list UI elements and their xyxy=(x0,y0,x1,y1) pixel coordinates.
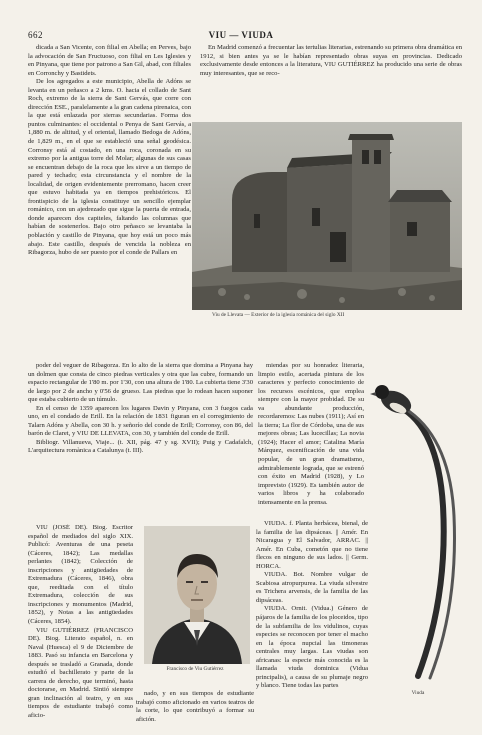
paragraph: Bibliogr. Villanueva, Viaje... (t. XII, pág. 47 y sg. XVII); Puig y Cadafalch, L'arquitectura romànica a Catalunya (t. III). xyxy=(28,438,253,455)
page-number: 662 xyxy=(28,30,43,40)
paragraph: miendas por su honradez literaria, limpio estilo, acertada pintura de los caracteres y perfecto conocimiento de los recursos escénicos, que emplea siempre con la mayor probidad. De su va abundante producción, recordaremos: Las nubes (1911); Así en la tierra; La flor de Córdoba, una de sus mejores obras; Las lucecillas; La novia (1924); Hacer el amor; Catalina María Márquez, escenificación de una vida popular, de un gran dramatismo, admirablemente lograda, que se estrenó con éxito en Madrid (1928), y Lo imprevisto (1929). Es también autor de varios libros y ha colaborado intensamente en la prensa. xyxy=(258,362,364,506)
paragraph: VIU (JOSÉ DE). Biog. Escritor español de mediados del siglo XIX. Publicó: Aventuras de una peseta (Cáceres, 1842); Las medallas perlantes (1842); Colección de inscripciones y antigüedades de Extremadura (Cáceres, 1846), obra que, reeditada con el título Extremadura, colección de sus inscripciones y monumentos (Madrid, 1852), y Notas a las antigüedades (Cáceres, 1854). xyxy=(28,524,133,626)
bird-caption: Viuda xyxy=(411,690,425,696)
paragraph: En Madrid comenzó a frecuentar las tertulias literarias, estrenando su primera obra dramática en 1912, si bien antes ya se le habían representado obras suyas en provincias. Dedicado exclusivamente desde entonces a la literatura, VIU GUTIÉRREZ ha producido una serie de obras muy interesantes, que se reco- xyxy=(200,44,462,77)
church-photo xyxy=(192,122,462,310)
column-1 xyxy=(28,44,191,362)
page-header xyxy=(28,30,454,44)
paragraph: nado, y en sus tiempos de estudiante trabajó como aficionado en varios teatros de la corte, lo que contribuyó a formar su afición. xyxy=(136,690,254,723)
paragraph: VIUDA. Bot. Nombre vulgar de Scabiosa atropurpurea. La viuda silvestre es Trichera arvensis, de la familia de las dipsáceas. xyxy=(256,571,368,604)
column-2 xyxy=(200,44,462,121)
column-3 xyxy=(28,362,253,524)
portrait-illustration xyxy=(144,526,250,664)
paragraph: poder del veguer de Ribagorza. En lo alto de la sierra que domina a Pinyana hay un dolmen que consta de cinco piedras verticales y otra que las cubre, formando un espacio rectangular de 1'80 m. por 1'30, con una altura de 1'80. La cubierta tiene 3'30 de largo por 2 de ancho y 0'56 de grueso. Las piedras que lo rodean hacen suponer que estaba cubierto de un túmulo. xyxy=(28,362,253,404)
column-5 xyxy=(28,524,133,728)
running-title: VIU — VIUDA xyxy=(208,30,274,40)
portrait-caption: Francisco de Viu Gutiérrez xyxy=(166,666,224,672)
bird-illustration xyxy=(368,366,468,686)
paragraph: VIU GUTIÉRREZ (FRANCISCO DE). Biog. Literato español, n. en Naval (Huesca) el 9 de Diciembre de 1883. Pasó su infancia en Barcelona y después se trasladó a Granada, donde estudió el bachillerato y parte de la carrera de derecho, que terminó, hasta doctorarse, en Madrid. Sintió siempre gran inclinación al teatro, y en sus tiempos de estudiante trabajó como aficio- xyxy=(28,626,133,720)
church-photo-caption: Viu de Llevata — Exterior de la iglesia románica del siglo XII xyxy=(212,312,345,318)
paragraph: dicada a San Vicente, con filial en Abella; en Perves, bajo la advocación de San Fructuoso, con filial en Les Iglesies y en Pinyana, que tiene por patrono a San Gil, abad, con filiales en Corronchy y Bastidets. xyxy=(28,44,191,77)
column-7 xyxy=(136,690,254,728)
paragraph: De los agregados a este municipio, Abella de Adóns se levanta en un peñasco a 2 kms. O. hacia el collado de Sant Roch, extremo de la sierra de Sant Gervás, que corre con dirección ESE., paralelamente a la gran cadena pirenaica, con la que está enlazada por sierras secundarias. Forma dos puntos culminantes: el occidental o Penya de Sant Gervás, a 1,880 m. de altitud, y el oriental, llamado Bedoga de Adóns, de 1,829 m., en el que se estableció una señal geodésica. Corronsy está al costado, en una roca, coronada en su extremo por la antigua torre del Molar; algunas de sus casas se encuentran debajo de la roca que les sirve a un tiempo de pared y techado; esta circunstancia y el nombre de la localidad, de origen evidentemente prerromano, hacen creer que estuvo habitada ya en tiempos prehistóricos. El frontispicio de la iglesia constituye un sencillo ejemplar románico, con un ajedrezado que sigue la puerta de entrada, donde aparecen dos capiteles, faltando las columnas que habían de sostenerlos. Bajo otro peñasco se levantaba la población y castillo de Pinyana, que hoy está un poco más abajo. Este castillo, después de vencida la nobleza en Ribagorza, hubo de ser puesto por el conde de Pallars en xyxy=(28,78,191,257)
viuda-bird-icon xyxy=(368,366,468,686)
portrait-photo xyxy=(144,526,250,664)
paragraph: VIUDA. Ornit. (Vidua.) Género de pájaros de la familia de los ploceidos, tipo de la subfamilia de los vidulinos, cuyas especies se reconocen por tener el macho en la época nupcial las timoneras centrales muy largas. Las viudas son africanas: la especie más conocida es la llamada viuda dominica (Vidua principalis), a causa de su plumaje negro y blanco. Tiene todas las partes xyxy=(256,605,368,690)
column-6 xyxy=(256,520,368,728)
column-4 xyxy=(258,362,364,518)
church-illustration xyxy=(192,122,462,310)
paragraph: En el censo de 1359 aparecen los lugares Davin y Pinyana, con 3 fuegos cada uno, en el condado de Erill. En la relación de 1831 figuran en el corregimiento de Talarn Adóns y Abella, con 30 h. y señorío del conde de Erill; Corronsy, con 86, del barón de Claret, y VIU DE LLEVATA, con 30, y también del conde de Erill. xyxy=(28,404,253,438)
paragraph: VIUDA. f. Planta herbácea, bienal, de la familia de las dipsáceas. || Amér. En Nicaragua y El Salvador, ARRAC. || Amér. En Cuba, cometón que no tiene flecos en ninguno de sus lados. || Germ. HORCA. xyxy=(256,520,368,570)
